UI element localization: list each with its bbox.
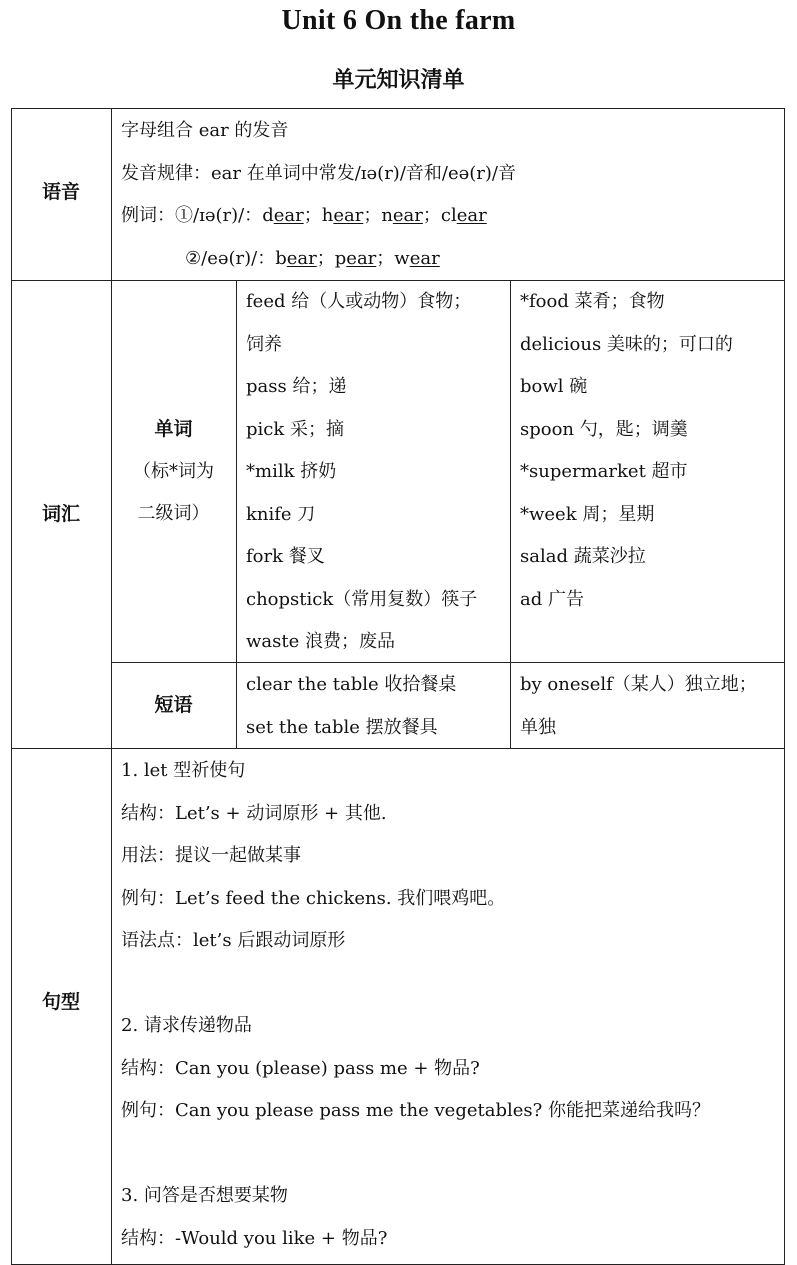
pattern-1-heading: 1. let 型祈使句 (121, 760, 246, 781)
page-title: Unit 6 On the farm (281, 5, 516, 36)
table-border-top (11, 108, 785, 109)
example-word: clear (440, 205, 487, 226)
example-word: near； (381, 205, 441, 226)
example-word: hear； (321, 205, 382, 226)
list-item: ad 广告 (520, 588, 584, 610)
example-word: bear； (275, 247, 335, 269)
page-subtitle: 单元知识清单 (332, 68, 465, 93)
phrases-label: 短语 (154, 694, 193, 716)
list-item: 单独 (520, 716, 556, 738)
spacer (121, 963, 710, 1006)
list-item: by oneself（某人）独立地； (520, 674, 757, 695)
words-right-list (520, 281, 733, 621)
table-border-right (784, 108, 785, 1265)
list-item: knife 刀 (246, 503, 316, 525)
list-item: fork 餐叉 (246, 546, 325, 567)
pattern-1-structure: 结构：Let’s + 动词原形 + 其他. (121, 802, 387, 824)
list-item: 饲养 (246, 333, 282, 355)
list-item: pass 给；递 (246, 376, 347, 397)
pattern-2-structure: 结构：Can you (please) pass me + 物品? (121, 1057, 480, 1079)
phonetics-label: 语音 (41, 181, 80, 203)
list-item: *milk 挤奶 (246, 461, 337, 482)
phonetics-line-2: 发音规律：ear 在单词中常发/ɪə(r)/音和/eə(r)/音 (121, 162, 516, 184)
phonetics-content (121, 110, 516, 280)
list-item: feed 给（人或动物）食物； (246, 291, 472, 312)
vocab-label: 词汇 (41, 503, 80, 525)
list-item: delicious 美味的；可口的 (520, 333, 733, 355)
example-word: wear (394, 247, 440, 269)
pattern-3-heading: 3. 问答是否想要某物 (121, 1185, 288, 1206)
table-col-divider (111, 108, 112, 1265)
list-item: *week 周；星期 (520, 503, 655, 525)
sentences-label: 句型 (41, 991, 80, 1013)
table-vocab-col-divider (236, 280, 237, 748)
words-note-2: 二级词） (137, 503, 210, 524)
list-item: set the table 摆放餐具 (246, 716, 438, 738)
words-note-1: （标*词为 (133, 460, 214, 482)
phonetics-line-3 (121, 195, 516, 238)
table-border-left (11, 108, 12, 1265)
example-prefix-2: ②/eə(r)/： (185, 247, 276, 269)
example-word: pear； (334, 247, 395, 269)
pattern-2-example: 例句：Can you please pass me the vegetables? 你能把菜递给我吗？ (121, 1100, 711, 1121)
spacer (121, 1133, 710, 1176)
words-left-list (246, 281, 477, 664)
list-item: pick 采；摘 (246, 418, 344, 440)
list-item: waste 浪费；废品 (246, 631, 395, 652)
phrases-right-list (520, 664, 757, 749)
pattern-2-heading: 2. 请求传递物品 (121, 1015, 252, 1036)
phonetics-line-1: 字母组合 ear 的发音 (121, 120, 289, 141)
example-prefix-1: 例词：①/ɪə(r)/： (121, 205, 263, 226)
table-words-col-divider (510, 280, 511, 748)
list-item: *supermarket 超市 (520, 461, 688, 482)
pattern-3-structure: 结构：-Would you like + 物品? (121, 1227, 388, 1249)
phrases-left-list (246, 664, 456, 749)
phonetics-line-4 (121, 238, 516, 281)
list-item: bowl 碗 (520, 376, 588, 397)
words-label: 单词 (154, 418, 193, 440)
list-item: clear the table 收拾餐桌 (246, 674, 457, 695)
list-item: spoon 勺，匙；调羹 (520, 418, 688, 440)
words-sublabel (111, 408, 236, 536)
pattern-1-grammar: 语法点：let’s 后跟动词原形 (121, 930, 346, 951)
list-item: salad 蔬菜沙拉 (520, 546, 646, 567)
example-word: dear； (262, 205, 322, 226)
pattern-1-example: 例句：Let’s feed the chickens. 我们喂鸡吧。 (121, 887, 506, 909)
sentences-content (121, 750, 710, 1260)
list-item: *food 菜肴；食物 (520, 291, 665, 312)
pattern-1-usage: 用法：提议一起做某事 (121, 845, 301, 866)
list-item: chopstick（常用复数）筷子 (246, 588, 478, 610)
